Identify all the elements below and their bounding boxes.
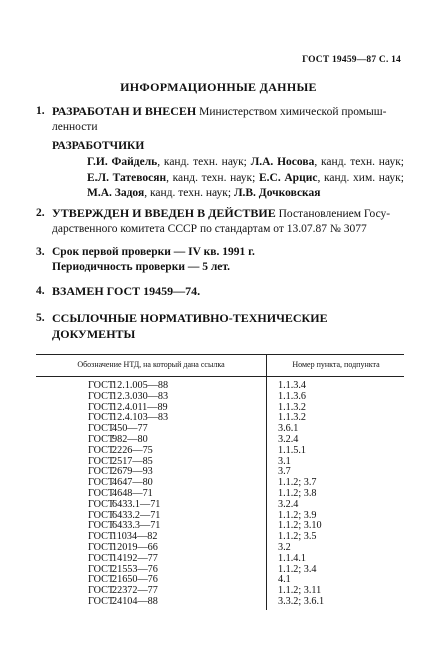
gost-prefix: ГОСТ (88, 455, 115, 467)
gost-prefix: ГОСТ (88, 412, 115, 424)
document-number: 22372—77 (112, 585, 158, 597)
clause-reference: 1.1.3.4 (278, 380, 307, 391)
item-number: 3. (36, 246, 45, 258)
document-number: 12.1.005—88 (112, 380, 169, 391)
table-row (36, 392, 404, 403)
developer-name: Е.Л. Татевосян (87, 171, 167, 184)
gost-prefix: ГОСТ (88, 595, 115, 607)
gost-prefix: ГОСТ (88, 509, 115, 521)
gost-prefix: ГОСТ (88, 574, 115, 586)
document-number: 982—80 (112, 433, 148, 445)
clause-reference: 3.3.2; 3.6.1 (278, 595, 325, 607)
clause-reference: 3.7 (278, 466, 291, 478)
developer-degree: , канд. техн. наук; (144, 187, 234, 199)
gost-prefix: ГОСТ (88, 433, 115, 445)
document-number: 4648—71 (112, 487, 153, 499)
document-number: 12.4.103—83 (112, 412, 169, 424)
developer-name: М.А. Задоя (87, 187, 145, 199)
item-approved (36, 206, 404, 237)
item-text: Министерством химической промыш- (196, 106, 387, 118)
item-text-cont: ленности (52, 121, 98, 133)
page-header-code: ГОСТ 19459—87 С. 14 (302, 55, 401, 65)
document-number: 24104—88 (112, 595, 158, 607)
clause-reference: 1.1.2; 3.9 (278, 509, 317, 521)
gost-prefix: ГОСТ (88, 466, 115, 478)
gost-prefix: ГОСТ (88, 380, 115, 391)
item-review-period (36, 245, 404, 275)
gost-prefix: ГОСТ (88, 541, 115, 553)
document-number: 450—77 (112, 423, 148, 435)
clause-reference: 3.1 (278, 455, 291, 467)
item-text: Постановлением Госу- (275, 208, 391, 220)
document-number: 21553—76 (112, 563, 158, 575)
clause-reference: 1.1.5.1 (278, 444, 307, 456)
clause-reference: 1.1.2; 3.10 (278, 520, 322, 532)
table-row (36, 446, 404, 457)
developers-list (87, 155, 404, 202)
item-text: ВЗАМЕН ГОСТ 19459—74. (52, 284, 201, 298)
clause-reference: 1.1.2; 3.5 (278, 531, 317, 543)
table-header (36, 354, 404, 377)
gost-prefix: ГОСТ (88, 563, 115, 575)
clause-reference: 1.1.2; 3.11 (278, 585, 322, 597)
column-header-clause: Номер пункта, подпункта (292, 360, 380, 369)
clause-reference: 1.1.3.6 (278, 390, 307, 402)
document-number: 12.4.011—89 (112, 401, 168, 413)
item-developed (36, 104, 404, 135)
clause-reference: 3.2.4 (278, 498, 299, 510)
gost-prefix: ГОСТ (88, 498, 115, 510)
item-text-cont: дарственного комитета СССР по стандартам от 13.07.87 № 3077 (52, 223, 367, 235)
developer-name: Е.С. Арцис (258, 171, 318, 184)
clause-reference: 3.2 (278, 541, 291, 553)
gost-prefix: ГОСТ (88, 390, 115, 402)
gost-prefix: ГОСТ (88, 487, 115, 499)
clause-reference: 1.1.4.1 (278, 552, 307, 564)
document-number: 14192—77 (112, 552, 158, 564)
document-number: 2517—85 (112, 455, 153, 467)
clause-reference: 1.1.3.2 (278, 412, 307, 424)
developer-name: Г.И. Файдель (87, 156, 158, 168)
references-table (36, 354, 404, 608)
column-header-document: Обозначение НТД, на который дана ссылка (77, 360, 225, 369)
item-text: ССЫЛОЧНЫЕ НОРМАТИВНО-ТЕХНИЧЕСКИЕ ДОКУМЕНТЫ (52, 311, 328, 341)
document-number: 21650—76 (112, 574, 158, 586)
item-text: Срок первой проверки — IV кв. 1991 г. (52, 246, 255, 258)
item-number: 2. (36, 207, 45, 219)
developer-name: Л.А. Носова (250, 156, 315, 168)
document-number: 2679—93 (112, 466, 153, 478)
clause-reference: 1.1.2; 3.4 (278, 563, 317, 575)
clause-reference: 3.2.4 (278, 433, 299, 445)
column-divider (266, 355, 267, 376)
gost-prefix: ГОСТ (88, 477, 115, 489)
item-lead: РАЗРАБОТАН И ВНЕСЕН (52, 104, 197, 118)
developer-degree: , канд. техн. наук; (157, 156, 251, 168)
gost-prefix: ГОСТ (88, 444, 115, 456)
item-number: 5. (36, 312, 45, 324)
item-lead: УТВЕРЖДЕН И ВВЕДЕН В ДЕЙСТВИЕ (52, 206, 276, 220)
document-number: 12.3.030—83 (112, 390, 169, 402)
item-number: 1. (36, 105, 45, 117)
document-number: 6433.2—71 (112, 509, 161, 521)
page-title: ИНФОРМАЦИОННЫЕ ДАННЫЕ (120, 80, 317, 94)
gost-prefix: ГОСТ (88, 423, 115, 435)
table-row (36, 500, 404, 511)
gost-prefix: ГОСТ (88, 520, 115, 532)
clause-reference: 1.1.3.2 (278, 401, 307, 413)
item-references (36, 311, 404, 343)
table-row (36, 554, 404, 565)
item-number: 4. (36, 285, 45, 297)
gost-prefix: ГОСТ (88, 531, 115, 543)
document-number: 4647—80 (112, 477, 153, 489)
table-body (36, 377, 404, 608)
clause-reference: 3.6.1 (278, 423, 299, 435)
document-number: 11034—82 (112, 531, 158, 543)
clause-reference: 4.1 (278, 574, 291, 586)
document-number: 12019—66 (112, 541, 158, 553)
item-replaces (36, 284, 404, 300)
document-number: 6433.3—71 (112, 520, 161, 532)
gost-prefix: ГОСТ (88, 552, 115, 564)
table-row (36, 597, 404, 608)
gost-prefix: ГОСТ (88, 585, 115, 597)
developer-degree: , канд. техн. наук; (166, 171, 259, 184)
document-number: 2226—75 (112, 444, 153, 456)
developer-name: Л.В. Дочковская (233, 187, 321, 199)
item-text-cont: Периодичность проверки — 5 лет. (52, 261, 231, 273)
gost-prefix: ГОСТ (88, 401, 115, 413)
developers-heading: РАЗРАБОТЧИКИ (52, 140, 145, 152)
developer-degree: , канд. хим. наук; (317, 171, 404, 184)
document-number: 6433.1—71 (112, 498, 161, 510)
developer-degree: , канд. техн. наук; (314, 156, 404, 168)
clause-reference: 1.1.2; 3.7 (278, 477, 317, 489)
clause-reference: 1.1.2; 3.8 (278, 487, 317, 499)
